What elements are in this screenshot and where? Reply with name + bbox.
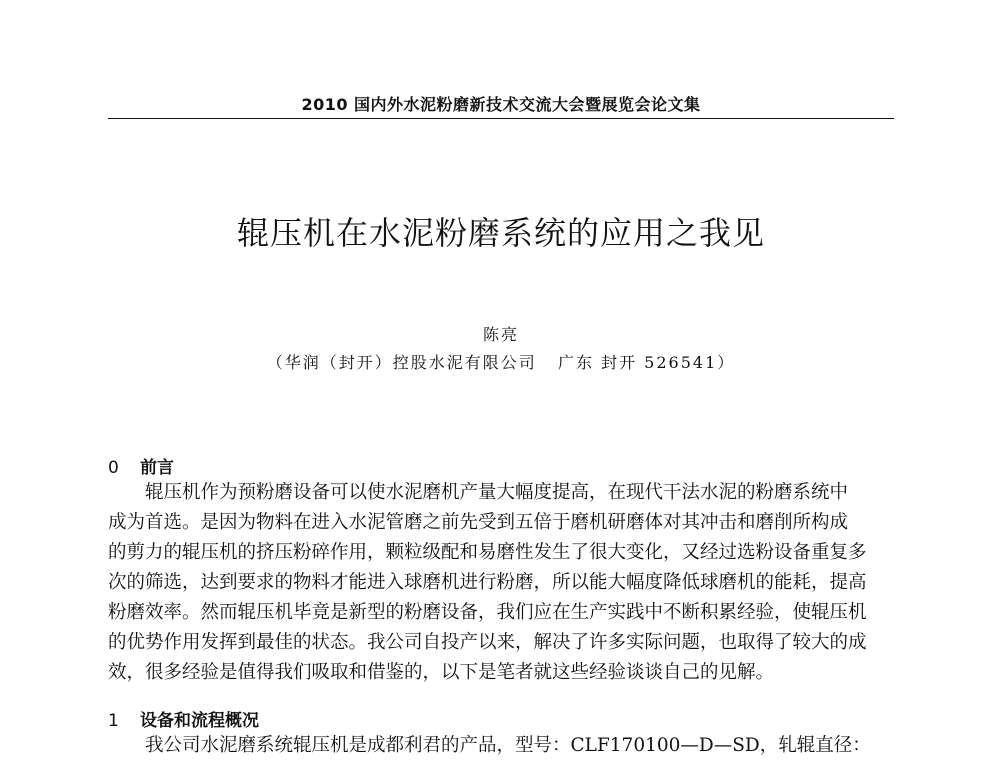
body-line: 次的筛选，达到要求的物料才能进入球磨机进行粉磨，所以能大幅度降低球磨机的能耗，提高 [108, 572, 867, 593]
body-line: 效，很多经验是值得我们吸取和借鉴的，以下是笔者就这些经验谈谈自己的见解。 [108, 662, 775, 683]
body-line: 辊压机作为预粉磨设备可以使水泥磨机产量大幅度提高，在现代干法水泥的粉磨系统中 [145, 482, 849, 503]
header-rule [108, 118, 894, 119]
section-body-1 [108, 731, 898, 761]
section-heading-0 [108, 453, 174, 478]
section-heading-1 [108, 706, 259, 731]
section-body-0 [108, 478, 898, 688]
section-number: 0 [108, 458, 119, 478]
paper-title: 辊压机在水泥粉磨系统的应用之我见 [236, 214, 765, 252]
body-line: 的优势作用发挥到最佳的状态。我公司自投产以来，解决了许多实际问题，也取得了较大的成 [108, 632, 867, 653]
author-affiliation: （华润（封开）控股水泥有限公司 广东 封开 526541） [266, 353, 736, 372]
author-name: 陈亮 [482, 325, 519, 344]
section-title: 设备和流程概况 [140, 711, 259, 731]
body-line: 粉磨效率。然而辊压机毕竟是新型的粉磨设备，我们应在生产实践中不断积累经验，使辊压机 [108, 602, 867, 623]
body-line: 成为首选。是因为物料在进入水泥管磨之前先受到五倍于磨机研磨体对其冲击和磨削所构成 [108, 512, 849, 533]
running-head: 2010 国内外水泥粉磨新技术交流大会暨展览会论文集 [301, 95, 701, 114]
body-line: 我公司水泥磨系统辊压机是成都利君的产品，型号：CLF170100—D—SD，轧辊直径： [145, 735, 871, 756]
section-number: 1 [108, 711, 119, 731]
body-line: 的剪力的辊压机的挤压粉碎作用，颗粒级配和易磨性发生了很大变化，又经过选粉设备重复多 [108, 542, 867, 563]
section-title: 前言 [140, 458, 174, 478]
